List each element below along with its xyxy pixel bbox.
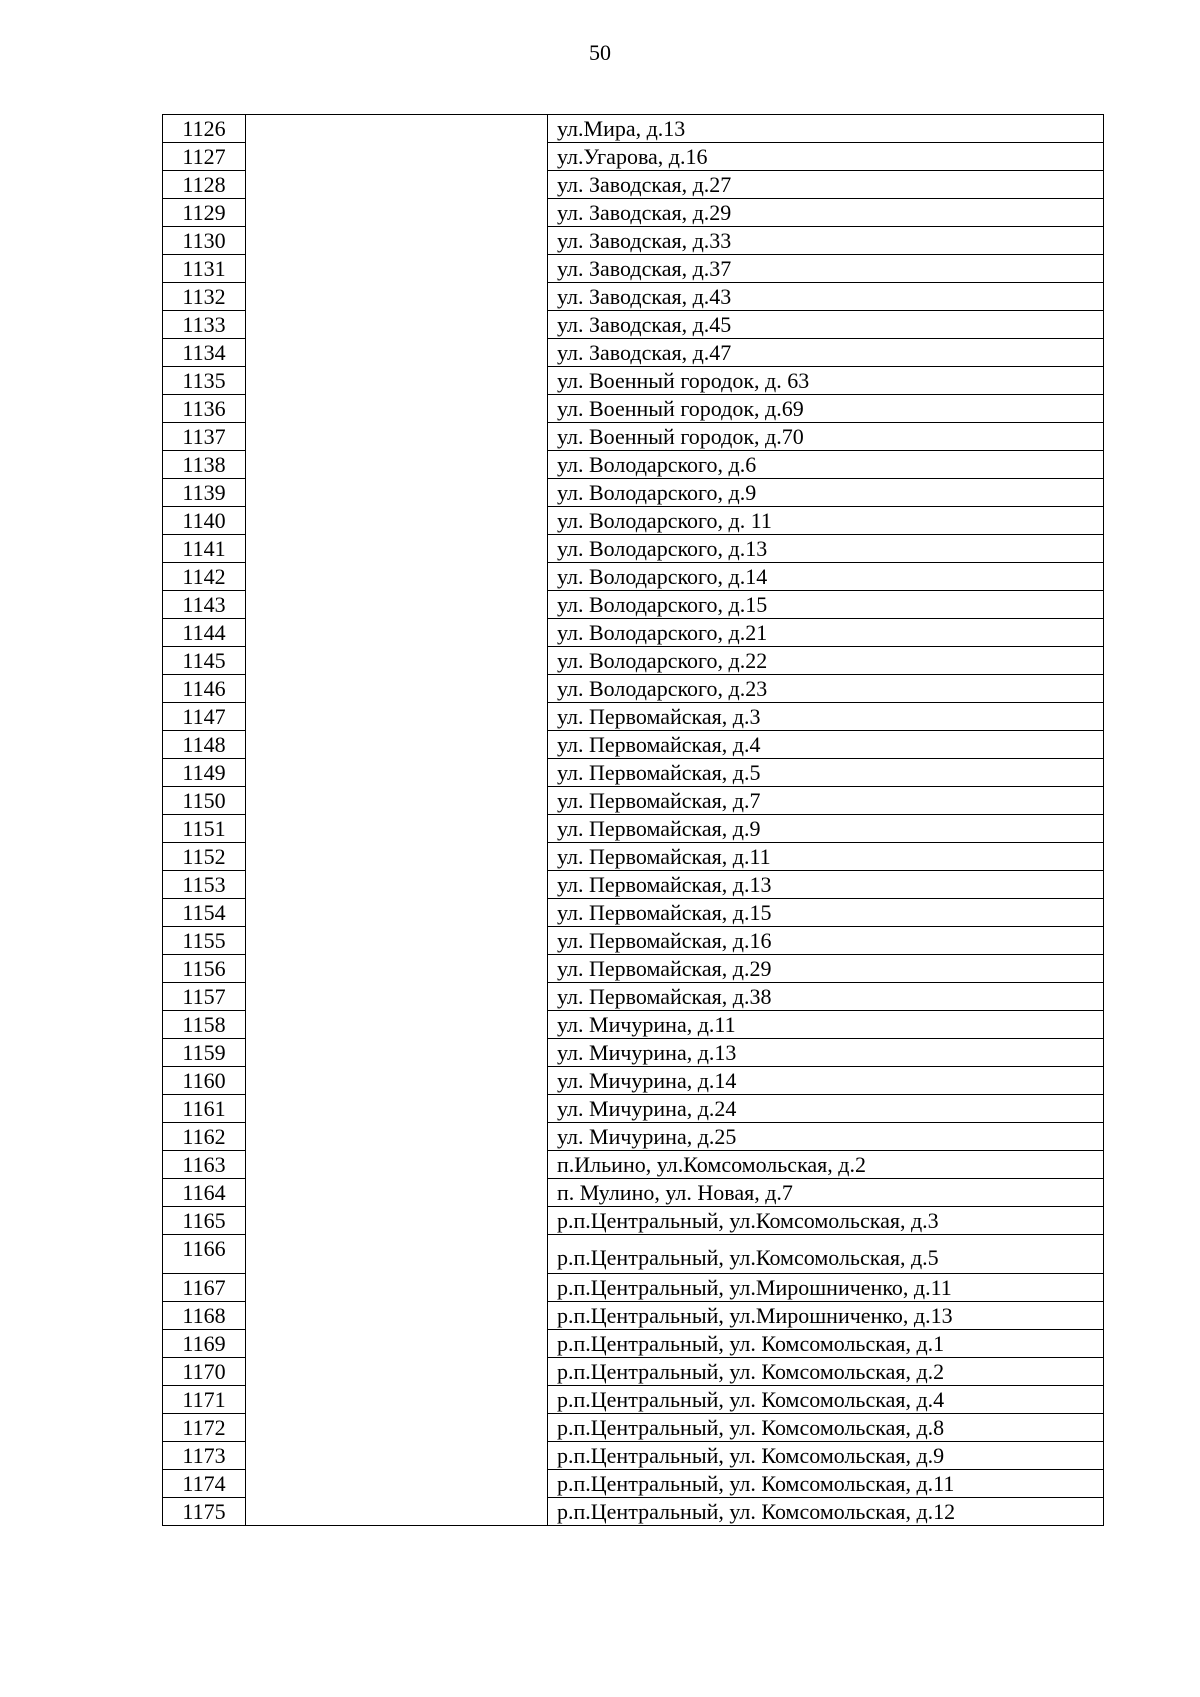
empty-cell [246,1302,548,1330]
table-row [163,983,1104,1011]
table-row [163,535,1104,563]
empty-cell [246,1386,548,1414]
table-row [163,283,1104,311]
table-row [163,115,1104,143]
table-row [163,1414,1104,1442]
address-cell: ул. Военный городок, д. 63 [548,367,1104,395]
table-row [163,1207,1104,1235]
address-cell: р.п.Центральный, ул.Комсомольская, д.3 [548,1207,1104,1235]
address-cell: ул. Заводская, д.37 [548,255,1104,283]
empty-cell [246,703,548,731]
address-cell: р.п.Центральный, ул. Комсомольская, д.8 [548,1414,1104,1442]
table-row [163,1358,1104,1386]
address-cell: р.п.Центральный, ул. Комсомольская, д.4 [548,1386,1104,1414]
row-number: 1162 [163,1123,246,1151]
table-row [163,1470,1104,1498]
row-number: 1131 [163,255,246,283]
row-number: 1137 [163,423,246,451]
address-cell: ул. Первомайская, д.16 [548,927,1104,955]
table-row [163,871,1104,899]
row-number: 1136 [163,395,246,423]
address-cell: ул. Первомайская, д.7 [548,787,1104,815]
table-row [163,1330,1104,1358]
table-row [163,1386,1104,1414]
row-number: 1139 [163,479,246,507]
address-cell: ул. Володарского, д.14 [548,563,1104,591]
address-cell: ул. Володарского, д.15 [548,591,1104,619]
empty-cell [246,283,548,311]
table-row [163,619,1104,647]
row-number: 1143 [163,591,246,619]
address-cell: р.п.Центральный, ул. Комсомольская, д.12 [548,1498,1104,1526]
empty-cell [246,1039,548,1067]
empty-cell [246,1151,548,1179]
row-number: 1148 [163,731,246,759]
page-number: 50 [589,40,611,65]
empty-cell [246,619,548,647]
row-number: 1175 [163,1498,246,1526]
table-row [163,563,1104,591]
table-row [163,927,1104,955]
address-cell: ул. Володарского, д.21 [548,619,1104,647]
table-row [163,815,1104,843]
row-number: 1146 [163,675,246,703]
row-number: 1134 [163,339,246,367]
row-number: 1127 [163,143,246,171]
empty-cell [246,647,548,675]
row-number: 1129 [163,199,246,227]
row-number: 1132 [163,283,246,311]
row-number: 1147 [163,703,246,731]
empty-cell [246,1274,548,1302]
empty-cell [246,1470,548,1498]
empty-cell [246,815,548,843]
address-cell: ул. Заводская, д.45 [548,311,1104,339]
table-row [163,143,1104,171]
address-cell: р.п.Центральный, ул. Комсомольская, д.1 [548,1330,1104,1358]
empty-cell [246,983,548,1011]
empty-cell [246,1235,548,1274]
empty-cell [246,451,548,479]
address-cell: ул. Володарского, д.6 [548,451,1104,479]
empty-cell [246,1067,548,1095]
table-row [163,843,1104,871]
address-cell: р.п.Центральный, ул. Комсомольская, д.11 [548,1470,1104,1498]
address-cell: ул. Военный городок, д.70 [548,423,1104,451]
table-row [163,1498,1104,1526]
address-cell: ул. Заводская, д.47 [548,339,1104,367]
address-cell: ул. Первомайская, д.3 [548,703,1104,731]
row-number: 1151 [163,815,246,843]
table-row [163,1442,1104,1470]
empty-cell [246,759,548,787]
table-row [163,787,1104,815]
address-cell: ул. Первомайская, д.11 [548,843,1104,871]
row-number: 1168 [163,1302,246,1330]
address-cell: ул.Мира, д.13 [548,115,1104,143]
empty-cell [246,1123,548,1151]
address-cell: ул. Первомайская, д.13 [548,871,1104,899]
table-row [163,227,1104,255]
empty-cell [246,563,548,591]
table-row [163,647,1104,675]
address-cell: ул. Мичурина, д.24 [548,1095,1104,1123]
table-row [163,479,1104,507]
row-number: 1126 [163,115,246,143]
row-number: 1170 [163,1358,246,1386]
table-row [163,899,1104,927]
empty-cell [246,955,548,983]
address-cell: ул. Первомайская, д.4 [548,731,1104,759]
empty-cell [246,1414,548,1442]
row-number: 1154 [163,899,246,927]
empty-cell [246,339,548,367]
table-row [163,1235,1104,1274]
row-number: 1163 [163,1151,246,1179]
address-cell: ул.Угарова, д.16 [548,143,1104,171]
empty-cell [246,395,548,423]
row-number: 1161 [163,1095,246,1123]
address-cell: ул. Мичурина, д.11 [548,1011,1104,1039]
address-cell: ул. Володарского, д. 11 [548,507,1104,535]
address-cell: ул. Первомайская, д.29 [548,955,1104,983]
table-row [163,451,1104,479]
empty-cell [246,899,548,927]
address-cell: ул. Володарского, д.23 [548,675,1104,703]
table-row [163,507,1104,535]
row-number: 1166 [163,1235,246,1274]
address-table-body [163,115,1104,1526]
row-number: 1169 [163,1330,246,1358]
row-number: 1174 [163,1470,246,1498]
row-number: 1149 [163,759,246,787]
empty-cell [246,535,548,563]
row-number: 1133 [163,311,246,339]
table-row [163,199,1104,227]
empty-cell [246,171,548,199]
table-row [163,1095,1104,1123]
table-row [163,339,1104,367]
address-cell: ул. Володарского, д.9 [548,479,1104,507]
table-row [163,395,1104,423]
address-cell: р.п.Центральный, ул. Комсомольская, д.2 [548,1358,1104,1386]
row-number: 1128 [163,171,246,199]
table-row [163,731,1104,759]
row-number: 1173 [163,1442,246,1470]
address-cell: ул. Заводская, д.43 [548,283,1104,311]
table-row [163,1039,1104,1067]
row-number: 1165 [163,1207,246,1235]
empty-cell [246,1330,548,1358]
table-row [163,311,1104,339]
row-number: 1158 [163,1011,246,1039]
address-cell: ул. Заводская, д.33 [548,227,1104,255]
row-number: 1135 [163,367,246,395]
address-cell: ул. Первомайская, д.38 [548,983,1104,1011]
empty-cell [246,1179,548,1207]
row-number: 1145 [163,647,246,675]
table-row [163,591,1104,619]
table-row [163,1123,1104,1151]
address-cell: ул. Заводская, д.27 [548,171,1104,199]
empty-cell [246,507,548,535]
empty-cell [246,199,548,227]
empty-cell [246,591,548,619]
address-cell: р.п.Центральный, ул.Комсомольская, д.5 [548,1235,1104,1274]
row-number: 1130 [163,227,246,255]
address-cell: ул. Первомайская, д.5 [548,759,1104,787]
empty-cell [246,1498,548,1526]
address-cell: ул. Военный городок, д.69 [548,395,1104,423]
row-number: 1156 [163,955,246,983]
table-row [163,1302,1104,1330]
address-cell: ул. Мичурина, д.14 [548,1067,1104,1095]
table-row [163,255,1104,283]
empty-cell [246,1207,548,1235]
row-number: 1144 [163,619,246,647]
address-cell: п. Мулино, ул. Новая, д.7 [548,1179,1104,1207]
address-cell: ул. Мичурина, д.13 [548,1039,1104,1067]
table-row [163,1151,1104,1179]
table-row [163,423,1104,451]
empty-cell [246,367,548,395]
address-cell: ул. Володарского, д.13 [548,535,1104,563]
row-number: 1155 [163,927,246,955]
empty-cell [246,227,548,255]
empty-cell [246,115,548,143]
address-cell: ул. Володарского, д.22 [548,647,1104,675]
empty-cell [246,787,548,815]
table-row [163,1067,1104,1095]
empty-cell [246,255,548,283]
row-number: 1142 [163,563,246,591]
table-row [163,171,1104,199]
address-cell: ул. Первомайская, д.9 [548,815,1104,843]
row-number: 1164 [163,1179,246,1207]
row-number: 1167 [163,1274,246,1302]
row-number: 1157 [163,983,246,1011]
row-number: 1141 [163,535,246,563]
empty-cell [246,1095,548,1123]
address-table [162,114,1104,1526]
row-number: 1138 [163,451,246,479]
empty-cell [246,423,548,451]
table-row [163,675,1104,703]
empty-cell [246,731,548,759]
table-row [163,955,1104,983]
row-number: 1172 [163,1414,246,1442]
empty-cell [246,675,548,703]
row-number: 1171 [163,1386,246,1414]
empty-cell [246,871,548,899]
address-cell: р.п.Центральный, ул. Комсомольская, д.9 [548,1442,1104,1470]
address-cell: ул. Первомайская, д.15 [548,899,1104,927]
row-number: 1150 [163,787,246,815]
empty-cell [246,843,548,871]
empty-cell [246,1442,548,1470]
row-number: 1152 [163,843,246,871]
empty-cell [246,1358,548,1386]
table-row [163,703,1104,731]
address-cell: р.п.Центральный, ул.Мирошниченко, д.13 [548,1302,1104,1330]
empty-cell [246,479,548,507]
address-cell: р.п.Центральный, ул.Мирошниченко, д.11 [548,1274,1104,1302]
table-row [163,1179,1104,1207]
address-cell: ул. Заводская, д.29 [548,199,1104,227]
address-cell: п.Ильино, ул.Комсомольская, д.2 [548,1151,1104,1179]
table-row [163,1274,1104,1302]
empty-cell [246,143,548,171]
table-row [163,367,1104,395]
row-number: 1153 [163,871,246,899]
row-number: 1160 [163,1067,246,1095]
empty-cell [246,311,548,339]
table-row [163,759,1104,787]
row-number: 1140 [163,507,246,535]
empty-cell [246,927,548,955]
row-number: 1159 [163,1039,246,1067]
empty-cell [246,1011,548,1039]
address-cell: ул. Мичурина, д.25 [548,1123,1104,1151]
table-row [163,1011,1104,1039]
